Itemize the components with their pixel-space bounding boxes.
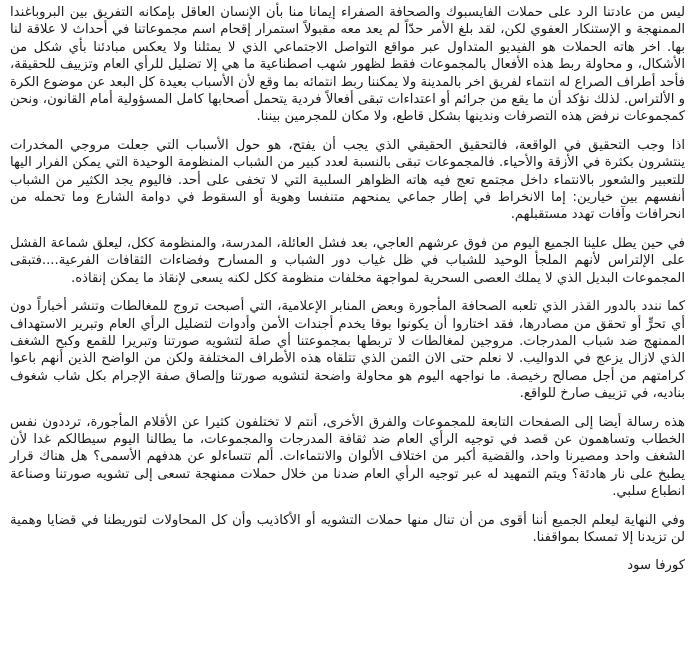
paragraph-message-to-pages: هذه رسالة أيضا إلى الصفحات التابعة للمجموعات والفرق الأخرى، أنتم لا تختلفون كثيرا عن الأقلام المأجورة، ترددون نفس الخطاب وتساهمون عن قصد في توجيه الرأي العام ضد ثقافة المدرجات والمجموعات، ما يطالنا اليوم سيطالكم غدا لأن الشغف واحد ومصيرنا واحد، والقضية أكبر من اختلاف الألوان والانتماءات. ألم تتساءلو عن هدفهم الأسمى؟ هل هناك قرار يطبخ على نار هادئة؟ ويتم التمهيد له عبر توجيه الرأي العام ضدنا من خلال حملات ممنهجة تسعى إلى تشويه صورتنا وصناعة انطباع سلبي. <box>10 414 685 500</box>
paragraph-society-failure: في حين يطل علينا الجميع اليوم من فوق عرشهم العاجي، بعد فشل العائلة، المدرسة، والمنظومة ككل، ليعلق شماعة الفشل على الإلتراس لأنهم الملجأ الوحيد للشباب في ظل غياب دور الشباب و المسارح وفضاءات الثقافات الفرعية....فتبقى المجموعات البديل الذي لا يملك العصى السحرية لمواجهة مخلفات منظومة ككل لكنه يسعى لإنقاذ ما يمكن إنقاذه. <box>10 235 685 286</box>
paragraph-investigation: اذا وجب التحقيق في الواقعة، فالتحقيق الحقيقي الذي يجب أن يفتح، هو حول الأسباب التي جعلت مروجي المخدرات ينتشرون بكثرة في الأزقة والأحياء. فالمجموعات تبقى بالنسبة لعدد كبير من الشباب المنظومة الوحيدة التي يمكن الفرار اليها للتعبير والشعور بالانتماء داخل مجتمع تعج فيه هاته الظواهر السلبية التي لا تخفى على أحد. فاليوم يجد الكثير من الشباب أنفسهم بين خيارين: إما الانخراط في إطار جماعي يمنحهم متنفسا وهوية أو السقوط في دوامة الشارع وما تحمله من انحرافات وآفات تهدد مستقبلهم. <box>10 137 685 223</box>
paragraph-intro: ليس من عادتنا الرد على حملات الفايسبوك والصحافة الصفراء إيمانا منا بأن الإنسان العاقل بإمكانه التفريق بين البروباغندا الممنهجة و الإستنكار العفوي لكن، لقد بلغ الأمر حدّاً لم يعد معه مقبولاً استمرار إقحام اسم مجموعاتنا في أحداث لا علاقة لنا بها. اخر هاته الحملات هو الفيديو المتداول عبر مواقع التواصل الاجتماعي الذي لا يمثلنا ولا يعكس مبادئنا بأي شكل من الأشكال، و محاولة ربط هذه الأفعال بالمجموعات فقط لظهور شهب اصطناعية ما هي إلا تضليل للرأي العام وتزييف للحقيقة، فأحد أطراف الصراع له انتماء لفريق اخر بالمدينة ولا يمكننا ربط انتمائه بما وقع لأن الأسباب بعيدة كل البعد عن موضوع الكرة و الألتراس. لذلك نؤكد أن ما يقع من جرائم أو اعتداءات تبقى أفعالاً فردية يتحمل أصحابها كامل المسؤولية أمام القانون، ونحن كمجموعات نرفض هذه التصرفات وندينها بشكل قاطع، ولا مكان للمجرمين بيننا. <box>10 5 685 125</box>
paragraph-press-condemnation: كما نندد بالدور القذر الذي تلعبه الصحافة المأجورة وبعض المنابر الإعلامية، التي أصبحت تروج للمغالطات وتنشر أخباراً دون أي تحرٍّ أو تحقق من مصادرها، فقد اختاروا أن يكونوا بوقا يخدم أجندات الأمن وأدوات لتضليل الرأي العام وتبرير الاستهداف الممنهج ضد شباب المدرجات. مروجين لمغالطات لا تربطها بمجموعتنا أي صلة لتشويه صورتنا وتبريرا للقمع وكبح الشغف الذي لازال يزعج في الدواليب. لا نعلم حتى الان الثمن الذي تتلقاه هذه الأطراف المختلفة ولكن من الواضح الذين أنهم باعوا كرامتهم من أجل مصالح رخيصة. ما نواجهه اليوم هو محاولة واضحة لتشويه صورتنا وإلصاق صفة الإجرام بكل شاب شغوف بناديه، في تزييف صارخ للواقع. <box>10 299 685 402</box>
signature: كورفا سود <box>627 558 685 574</box>
paragraph-conclusion: وفي النهاية ليعلم الجميع أننا أقوى من أن تنال منها حملات التشويه أو الأكاذيب وأن كل المحاولات لتوريطنا في قضايا وهمية لن تزيدنا إلا تمسكا بمواقفنا. <box>10 512 685 545</box>
